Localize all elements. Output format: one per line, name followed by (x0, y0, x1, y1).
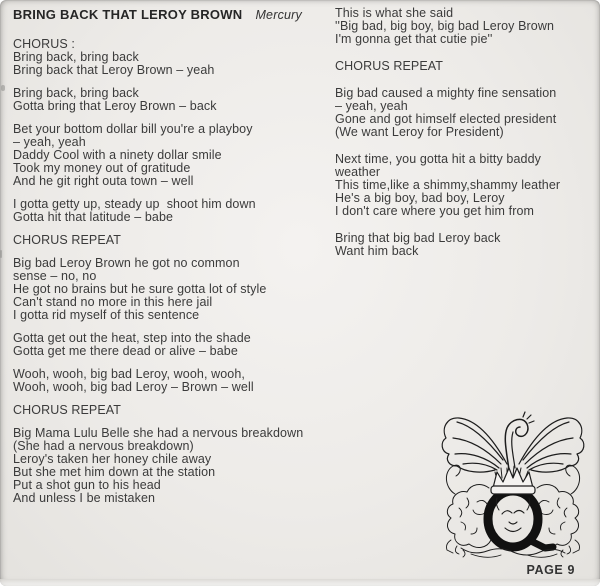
left-column-stanzas (13, 38, 331, 505)
stanza (13, 404, 331, 417)
lyric-line: CHORUS : (13, 37, 75, 51)
lyric-line: And unless I be mistaken (13, 491, 156, 505)
lyric-line: I gotta rid myself of this sentence (13, 308, 200, 322)
stanza (13, 38, 331, 77)
stanza (335, 153, 595, 218)
lyric-line: Want him back (335, 244, 419, 258)
scan-speck (1, 85, 5, 91)
stanza (13, 427, 331, 505)
lyric-line: Big bad Leroy Brown he got no common (13, 256, 240, 270)
scan-edge-shadow (0, 579, 600, 586)
lyric-line: Leroy's taken her honey chile away (13, 452, 212, 466)
stanza (13, 332, 331, 358)
stanza (13, 87, 331, 113)
lyric-line: Bring back, bring back (13, 86, 139, 100)
lyric-line: Bring that big bad Leroy back (335, 231, 501, 245)
lyric-line: Put a shot gun to his head (13, 478, 161, 492)
lyric-line: Wooh, wooh, big bad Leroy – Brown – well (13, 380, 254, 394)
lyric-line: Gotta get out the heat, step into the shade (13, 331, 251, 345)
queen-crest-icon (437, 402, 590, 560)
lyric-line: Can't stand no more in this here jail (13, 295, 213, 309)
lyric-line: Bet your bottom dollar bill you're a playboy (13, 122, 253, 136)
lyric-line: This is what she said (335, 6, 454, 20)
lyric-line: Bring back that Leroy Brown – yeah (13, 63, 215, 77)
lyric-line: weather (335, 165, 381, 179)
lyrics-column-right (335, 7, 595, 272)
lyric-line: But she met him down at the station (13, 465, 216, 479)
right-column-stanzas (335, 7, 595, 258)
lyric-line: Gotta bring that Leroy Brown – back (13, 99, 217, 113)
lyric-line: – yeah, yeah (335, 99, 408, 113)
stanza (13, 257, 331, 322)
scan-speck (0, 250, 2, 258)
lyric-line: I'm gonna get that cutie pie'' (335, 32, 493, 46)
title-row (13, 7, 331, 22)
lyric-line: (We want Leroy for President) (335, 125, 504, 139)
lyric-line: CHORUS REPEAT (13, 233, 122, 247)
lyric-line: He got no brains but he sure gotta lot of style (13, 282, 267, 296)
stanza (335, 60, 595, 73)
writer-credit: Mercury (255, 8, 302, 22)
lyric-line: Big Mama Lulu Belle she had a nervous breakdown (13, 426, 304, 440)
lyric-line: This time,like a shimmy,shammy leather (335, 178, 561, 192)
page-number-label: PAGE 9 (526, 563, 575, 577)
lyric-line: Big bad caused a mighty fine sensation (335, 86, 557, 100)
lyric-line: (She had a nervous breakdown) (13, 439, 194, 453)
stanza (13, 234, 331, 247)
lyric-line: He's a big boy, bad boy, Leroy (335, 191, 505, 205)
lyric-line: Took my money out of gratitude (13, 161, 191, 175)
lyric-line: CHORUS REPEAT (335, 59, 444, 73)
lyric-line: CHORUS REPEAT (13, 403, 122, 417)
lyric-line: Next time, you gotta hit a bitty baddy (335, 152, 541, 166)
lyric-line: Gone and got himself elected president (335, 112, 557, 126)
lyric-line: ''Big bad, big boy, big bad Leroy Brown (335, 19, 554, 33)
stanza (335, 87, 595, 139)
lyric-line: – yeah, yeah (13, 135, 86, 149)
lyric-line: And he git right outa town – well (13, 174, 194, 188)
lyric-line: I don't care where you get him from (335, 204, 535, 218)
song-title: BRING BACK THAT LEROY BROWN (13, 7, 243, 22)
lyric-line: Wooh, wooh, big bad Leroy, wooh, wooh, (13, 367, 245, 381)
stanza (335, 232, 595, 258)
lyric-line: sense – no, no (13, 269, 97, 283)
lyrics-column-left (13, 7, 331, 515)
stanza (13, 123, 331, 188)
lyric-line: Daddy Cool with a ninety dollar smile (13, 148, 222, 162)
lyric-line: Bring back, bring back (13, 50, 139, 64)
stanza (335, 7, 595, 46)
stanza (13, 368, 331, 394)
lyric-line: I gotta getty up, steady up shoot him down (13, 197, 256, 211)
stanza (13, 198, 331, 224)
lyric-line: Gotta hit that latitude – babe (13, 210, 174, 224)
lyric-line: Gotta get me there dead or alive – babe (13, 344, 238, 358)
